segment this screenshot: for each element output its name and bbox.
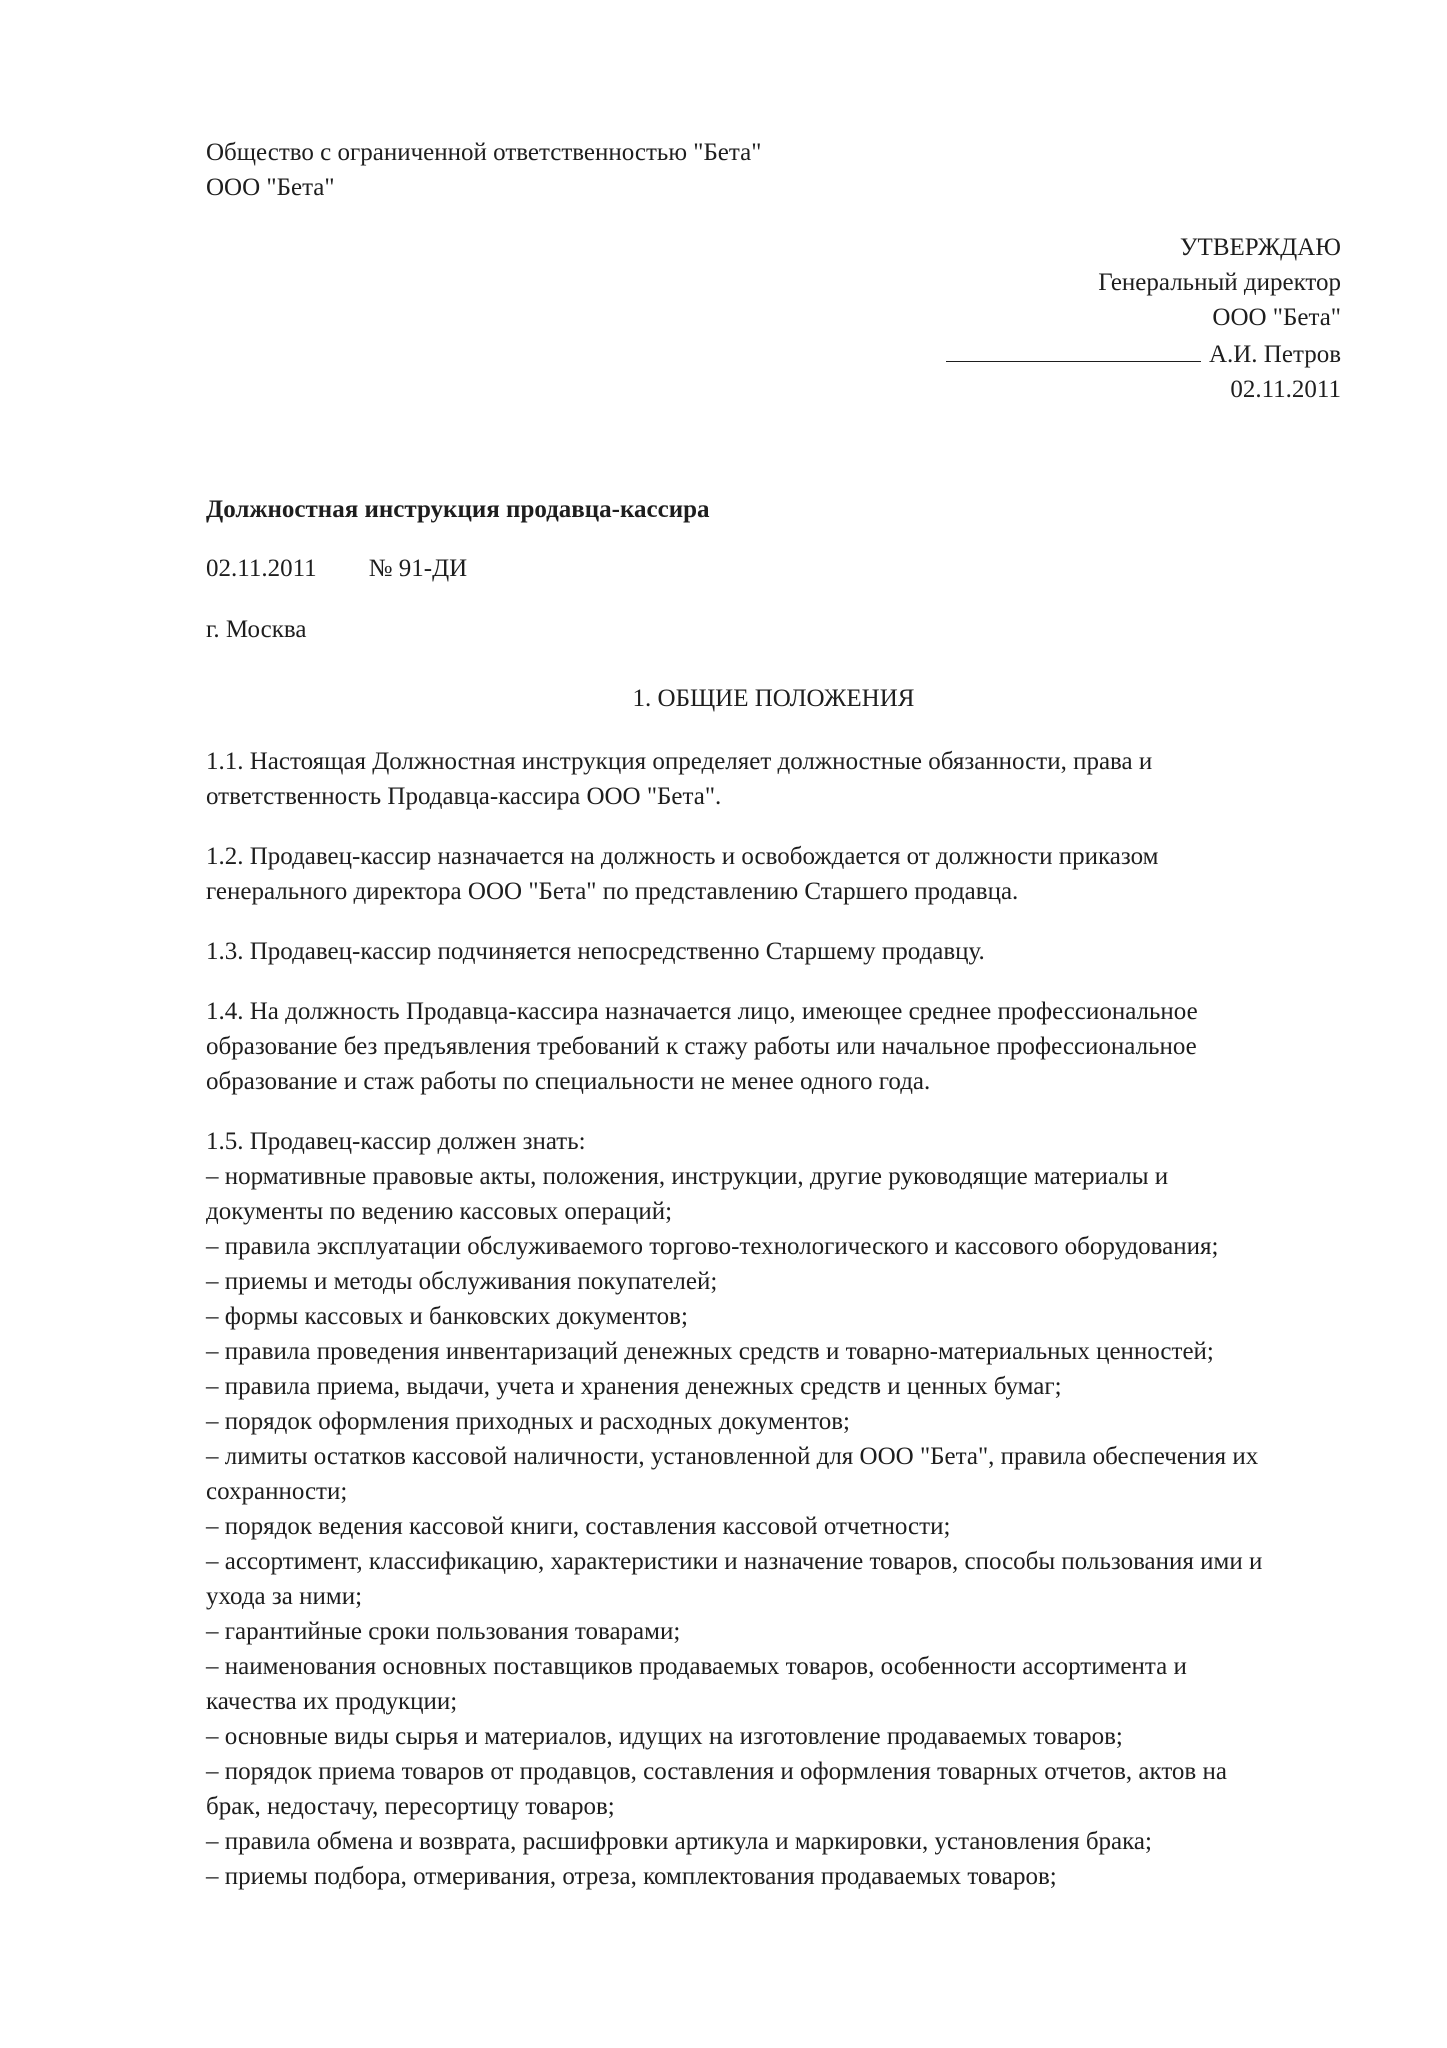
document-number: № 91-ДИ xyxy=(368,555,468,582)
list-intro: 1.5. Продавец-кассир должен знать: xyxy=(206,1128,586,1155)
list-item: – порядок ведения кассовой книги, составления кассовой отчетности; xyxy=(206,1513,951,1540)
document-body xyxy=(206,744,1356,1919)
list-item: – приемы и методы обслуживания покупателей; xyxy=(206,1268,718,1295)
paragraph-1-3 xyxy=(206,934,1356,969)
approval-date: 02.11.2011 xyxy=(1230,376,1341,403)
section-heading: 1. ОБЩИЕ ПОЛОЖЕНИЯ xyxy=(632,685,915,712)
list-item: – гарантийные сроки пользования товарами; xyxy=(206,1618,681,1645)
list-item: – формы кассовых и банковских документов; xyxy=(206,1303,688,1330)
list-item: брак, недостачу, пересортицу товаров; xyxy=(206,1793,615,1820)
approve-word: УТВЕРЖДАЮ xyxy=(1179,234,1341,261)
list-item: ухода за ними; xyxy=(206,1583,363,1610)
text-line: генерального директора ООО "Бета" по представлению Старшего продавца. xyxy=(206,878,1019,905)
organization-full-name: Общество с ограниченной ответственностью "Бета" xyxy=(206,139,762,166)
document-meta xyxy=(206,551,467,586)
signature-line xyxy=(946,335,1201,362)
text-line: 1.3. Продавец-кассир подчиняется непосредственно Старшему продавцу. xyxy=(206,938,985,965)
document-title: Должностная инструкция продавца-кассира xyxy=(206,496,710,523)
approver-position: Генеральный директор xyxy=(1098,269,1341,296)
text-line: ответственность Продавца-кассира ООО "Бета". xyxy=(206,783,722,810)
list-item: – ассортимент, классификацию, характеристики и назначение товаров, способы пользования ими и xyxy=(206,1548,1263,1575)
text-line: 1.2. Продавец-кассир назначается на должность и освобождается от должности приказом xyxy=(206,843,1159,870)
list-item: – порядок приема товаров от продавцов, составления и оформления товарных отчетов, актов на xyxy=(206,1758,1227,1785)
list-item: – правила обмена и возврата, расшифровки артикула и маркировки, установления брака; xyxy=(206,1828,1152,1855)
list-item: – основные виды сырья и материалов, идущих на изготовление продаваемых товаров; xyxy=(206,1723,1123,1750)
paragraph-1-2 xyxy=(206,839,1356,909)
signer-name: А.И. Петров xyxy=(1208,341,1341,368)
list-item: – наименования основных поставщиков продаваемых товаров, особенности ассортимента и xyxy=(206,1653,1187,1680)
paragraph-1-1 xyxy=(206,744,1356,814)
list-item: – порядок оформления приходных и расходных документов; xyxy=(206,1408,850,1435)
list-item: – приемы подбора, отмеривания, отреза, комплектования продаваемых товаров; xyxy=(206,1863,1057,1890)
approver-company: ООО "Бета" xyxy=(1212,304,1341,331)
list-item: – правила эксплуатации обслуживаемого торгово-технологического и кассового оборудования; xyxy=(206,1233,1219,1260)
text-line: 1.1. Настоящая Должностная инструкция определяет должностные обязанности, права и xyxy=(206,748,1153,775)
list-item: документы по ведению кассовых операций; xyxy=(206,1198,673,1225)
organization-short-name: ООО "Бета" xyxy=(206,174,335,201)
list-item: – правила проведения инвентаризаций денежных средств и товарно-материальных ценностей; xyxy=(206,1338,1214,1365)
text-line: образование и стаж работы по специальности не менее одного года. xyxy=(206,1068,931,1095)
text-line: образование без предъявления требований к стажу работы или начальное профессиональное xyxy=(206,1033,1197,1060)
approval-block xyxy=(946,230,1341,407)
list-item: – правила приема, выдачи, учета и хранения денежных средств и ценных бумаг; xyxy=(206,1373,1062,1400)
text-line: 1.4. На должность Продавца-кассира назначается лицо, имеющее среднее профессиональное xyxy=(206,998,1198,1025)
signature-row xyxy=(946,335,1341,372)
list-item: качества их продукции; xyxy=(206,1688,458,1715)
organization-block xyxy=(206,135,761,205)
list-item: – лимиты остатков кассовой наличности, установленной для ООО "Бета", правила обеспечения их xyxy=(206,1443,1259,1470)
paragraph-1-5 xyxy=(206,1124,1356,1894)
paragraph-1-4 xyxy=(206,994,1356,1099)
document-date: 02.11.2011 xyxy=(206,555,317,582)
list-item: – нормативные правовые акты, положения, инструкции, другие руководящие материалы и xyxy=(206,1163,1169,1190)
list-item: сохранности; xyxy=(206,1478,348,1505)
document-city: г. Москва xyxy=(206,616,307,643)
